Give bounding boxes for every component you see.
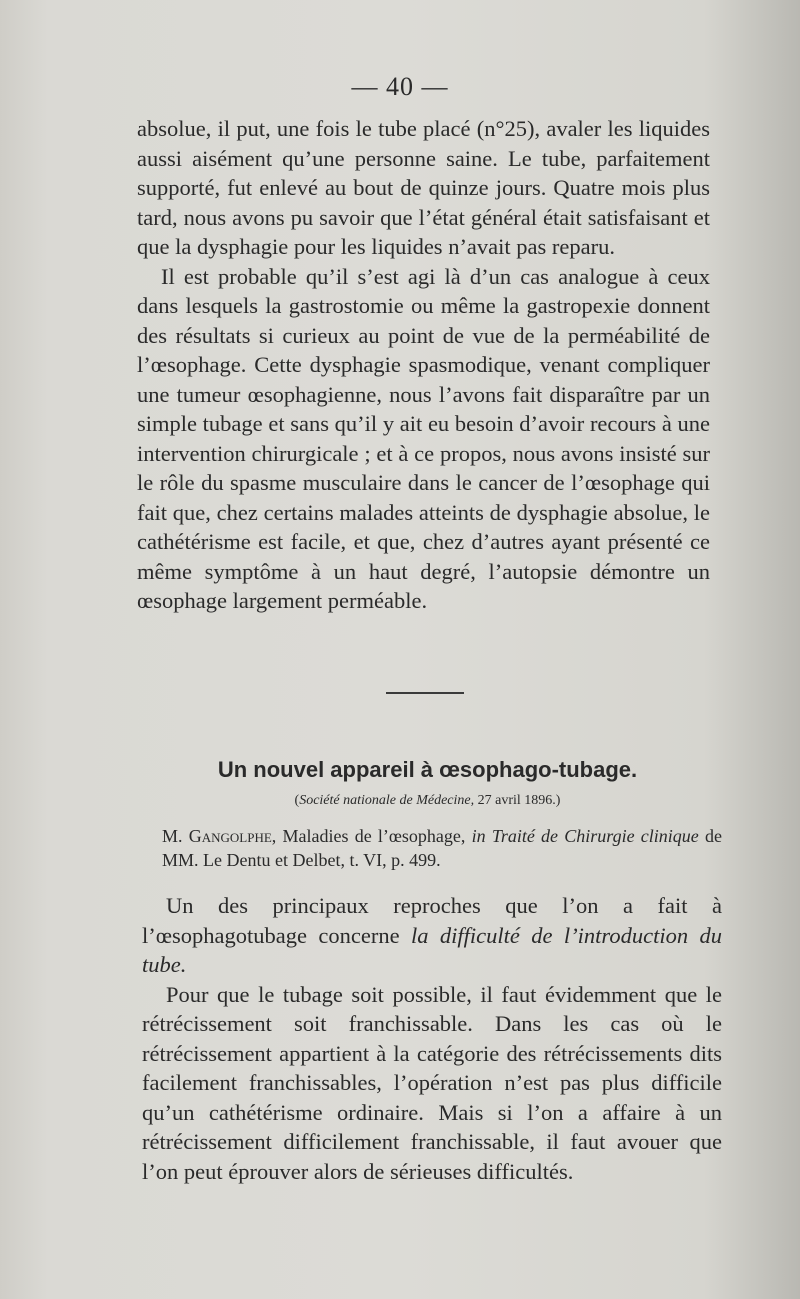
subtitle-open: ( [294, 793, 300, 808]
top-text-block [137, 114, 710, 616]
subtitle-society: Société nationale de Médecine, [299, 793, 475, 808]
section-divider [386, 692, 464, 694]
bibliographic-reference [162, 824, 722, 872]
paragraph: Il est probable qu’il s’est agi là d’un cas analogue à ceux dans lesquels la gastrostomie ou même la gastropexie donnent des résultats si curieux au point de vue de la perméabilité de l’œsophage. Cette dysphagie spasmodique, venant compliquer une tumeur œsophagienne, nous l’avons fait disparaître par un simple tubage et sans qu’il y ait eu besoin d’avoir recours à une intervention chirurgicale ; et à ce propos, nous avons insisté sur le rôle du spasme musculaire dans le cancer de l’œsophage qui fait que, chez certains malades atteints de dysphagie absolue, le cathétérisme est facile, et que, chez d’autres ayant présenté ce même symptôme à un haut degré, l’autopsie démontre un œsophage largement perméable. [137, 263, 710, 613]
section-title: Un nouvel appareil à œsophago-tubage. [217, 757, 638, 782]
section-subtitle [0, 793, 800, 809]
reference-details: de MM. Le Dentu et Delbet, t. VI, p. 499. [162, 826, 723, 870]
paragraph [142, 891, 722, 980]
bottom-text-block [142, 891, 722, 1186]
reference-author: Gangolphe [188, 826, 272, 846]
reference-work: in Traité de Chirurgie clinique [471, 826, 699, 846]
page-number: — 40 — [351, 72, 449, 101]
paragraph: absolue, il put, une fois le tube placé (n°25), avaler les liquides aussi aisément qu’une personne saine. Le tube, parfaitement supporté, fut enlevé au bout de quinze jours. Quatre mois plus tard, nous avons pu savoir que l’état général était satisfaisant et que la dysphagie pour les liquides n’avait pas reparu. [137, 116, 710, 259]
reference-prefix: M. [162, 826, 189, 846]
reference-title: , Maladies de l’œsophage, [271, 826, 472, 846]
paragraph-emphasis: la difficulté de l’introduction du tube. [142, 922, 723, 977]
subtitle-date: 27 avril 1896.) [474, 793, 561, 808]
paragraph: Pour que le tubage soit possible, il faut évidemment que le rétrécissement soit franchissable. Dans les cas où le rétrécissement appartient à la catégorie des rétrécissements dits facilement franchissables, l’opération n’est pas plus difficile qu’un cathétérisme ordinaire. Mais si l’on a affaire à un rétrécissement difficilement franchissable, il faut avouer que l’on peut éprouver alors de sérieuses difficultés. [142, 981, 722, 1184]
paragraph-text: Un des principaux reproches que l’on a fait à l’œsophagotubage concerne [142, 893, 722, 948]
